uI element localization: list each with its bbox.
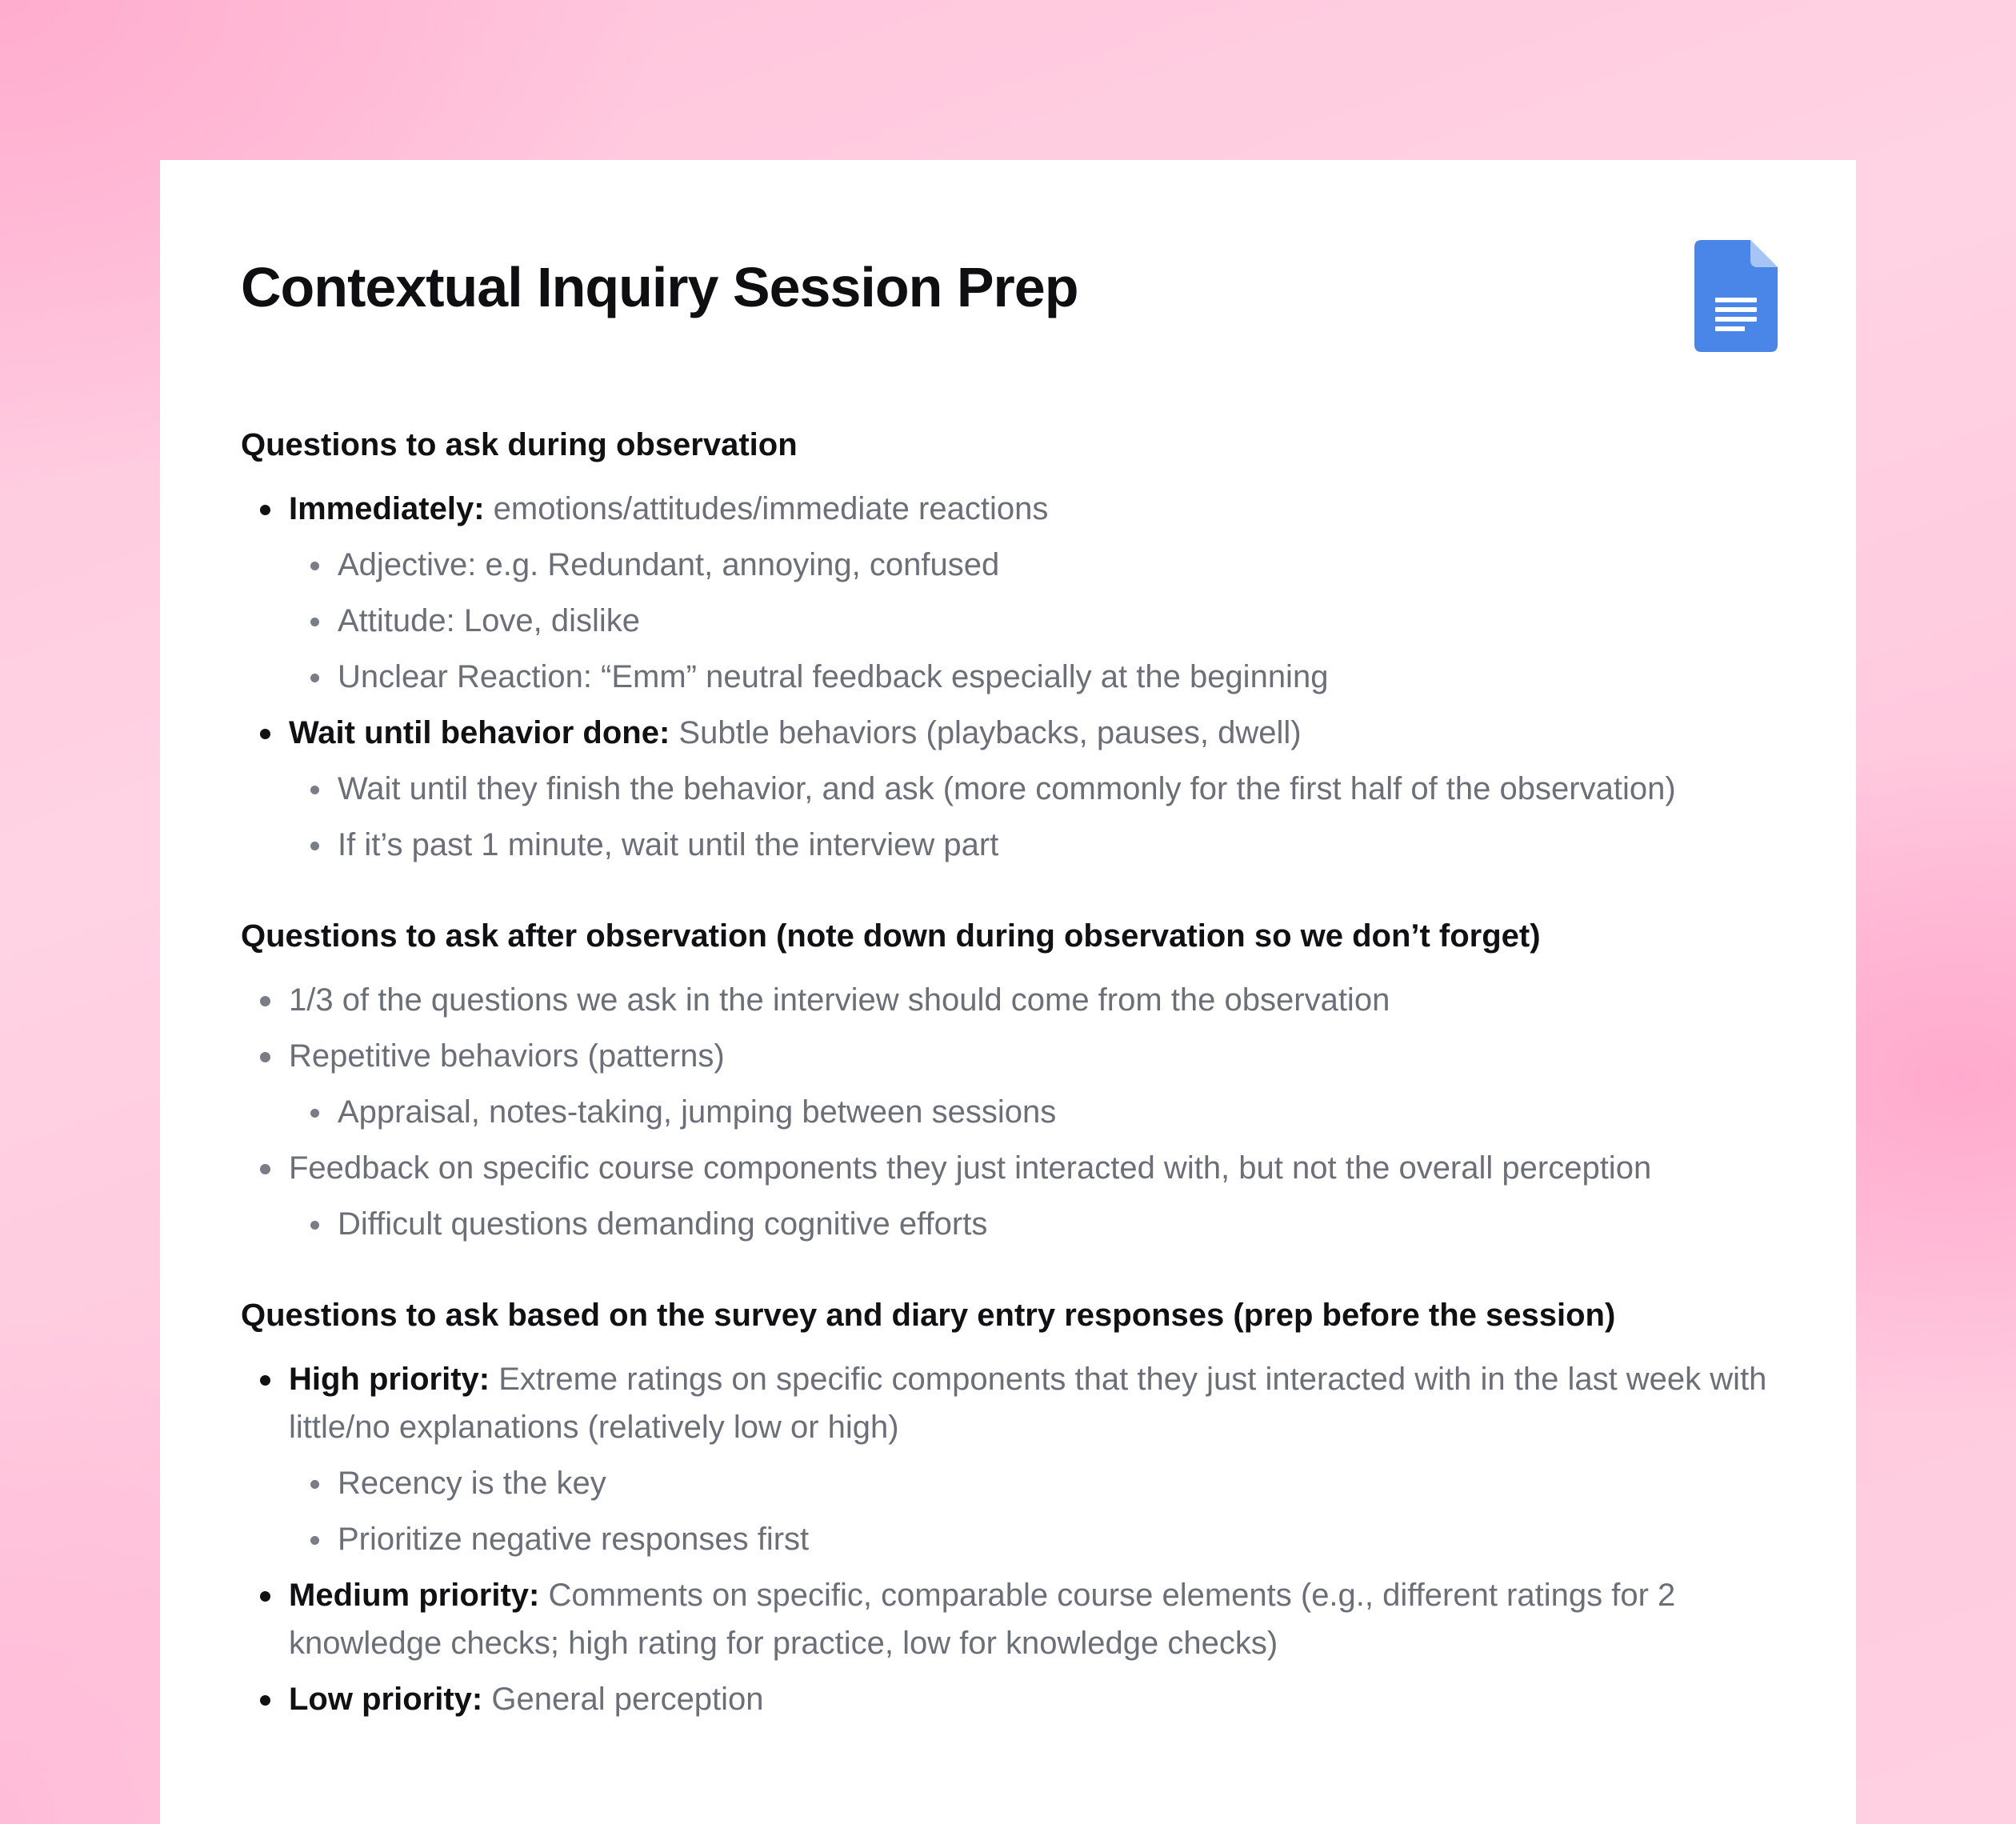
item-text: General perception [482, 1682, 764, 1717]
item-text: Comments on specific, comparable course elements (e.g., different ratings for 2 knowledge checks; high rating for practice, low for knowledge checks) [289, 1578, 1676, 1661]
item-text: emotions/attitudes/immediate reactions [484, 491, 1049, 526]
section-heading-during-observation: Questions to ask during observation [241, 427, 798, 462]
item-label: Low priority: [289, 1682, 483, 1717]
sub-list-item: Attitude: Love, dislike [241, 597, 1793, 645]
item-label: High priority: [289, 1362, 490, 1397]
item-label: Wait until behavior done: [289, 715, 670, 750]
survey-diary-list [241, 1355, 1793, 1723]
document-card [160, 160, 1856, 1824]
sub-list-item: Appraisal, notes-taking, jumping between sessions [241, 1088, 1793, 1136]
list-item: 1/3 of the questions we ask in the interview should come from the observation [241, 976, 1793, 1024]
list-item-immediately [241, 485, 1793, 533]
google-docs-icon [1694, 240, 1778, 352]
list-item-wait-until-behavior-done [241, 709, 1793, 757]
sub-list-item: Difficult questions demanding cognitive efforts [241, 1200, 1793, 1248]
document-title: Contextual Inquiry Session Prep [241, 256, 1078, 318]
item-text: Subtle behaviors (playbacks, pauses, dwell) [670, 715, 1302, 750]
list-item: Repetitive behaviors (patterns) [241, 1032, 1793, 1080]
document-body [241, 424, 1793, 1731]
section-heading-survey-diary: Questions to ask based on the survey and diary entry responses (prep before the session) [241, 1298, 1616, 1333]
during-observation-list [241, 485, 1793, 869]
list-item: Feedback on specific course components they just interacted with, but not the overall perception [241, 1144, 1793, 1192]
sub-list-item: Wait until they finish the behavior, and ask (more commonly for the first half of the observation) [241, 765, 1793, 813]
list-item-high-priority [241, 1355, 1793, 1451]
list-item-medium-priority [241, 1571, 1793, 1667]
sub-list-item: If it’s past 1 minute, wait until the interview part [241, 821, 1793, 869]
sub-list-item: Adjective: e.g. Redundant, annoying, confused [241, 541, 1793, 589]
item-label: Immediately: [289, 491, 485, 526]
list-item-low-priority [241, 1675, 1793, 1723]
sub-list-item: Recency is the key [241, 1459, 1793, 1507]
item-label: Medium priority: [289, 1578, 540, 1613]
sub-list-item: Unclear Reaction: “Emm” neutral feedback especially at the beginning [241, 653, 1793, 701]
sub-list-item: Prioritize negative responses first [241, 1515, 1793, 1563]
section-heading-after-observation: Questions to ask after observation (note down during observation so we don’t forget) [241, 918, 1541, 954]
item-text: Extreme ratings on specific components that they just interacted with in the last week with little/no explanations (relatively low or high) [289, 1362, 1767, 1445]
after-observation-list [241, 976, 1793, 1248]
